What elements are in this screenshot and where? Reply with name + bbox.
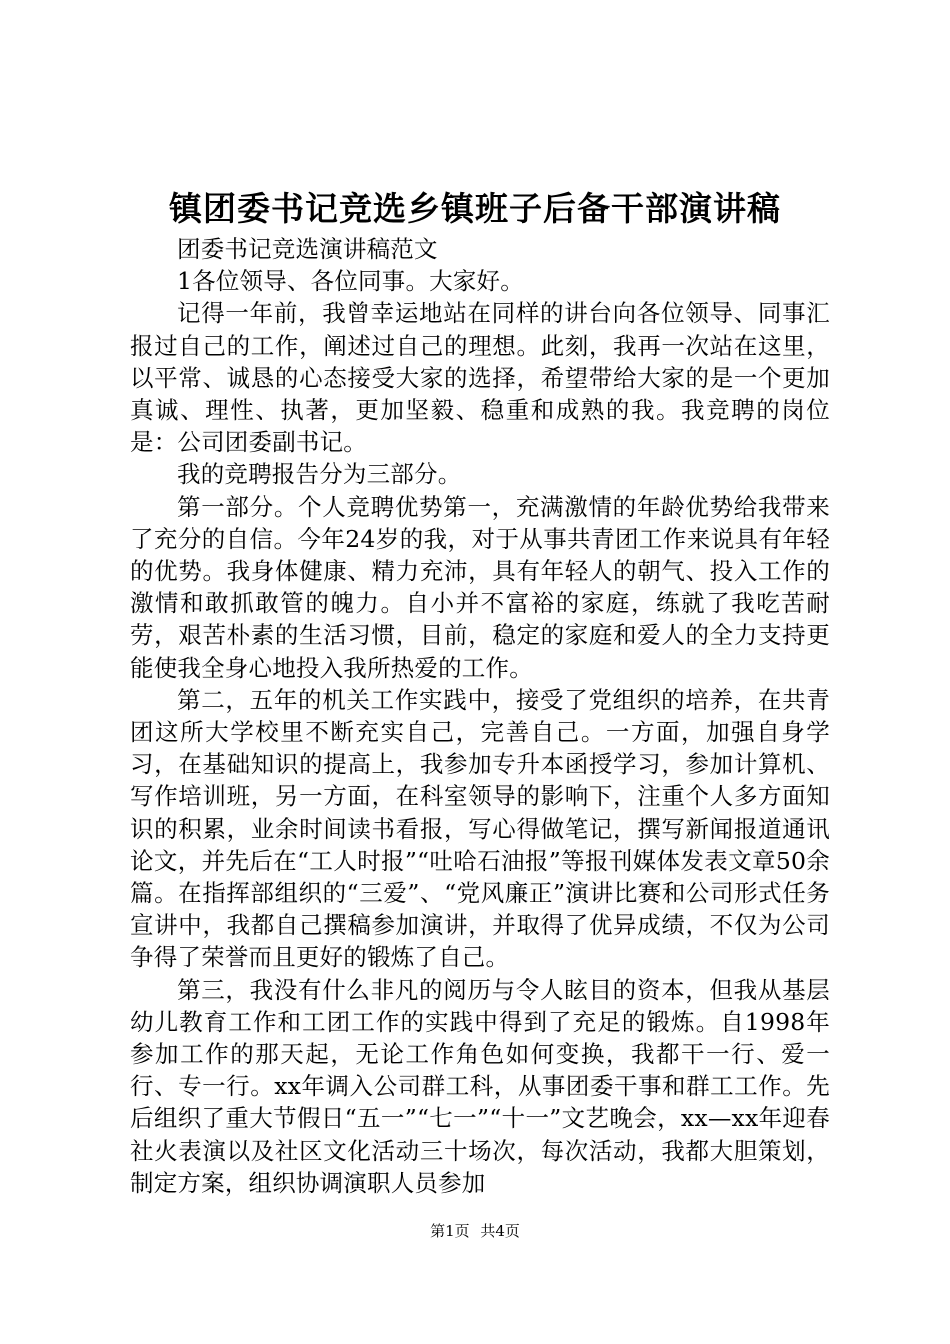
page-number: 第1页 [430,1222,470,1240]
page-footer [0,1220,950,1242]
paragraph-outline: 我的竞聘报告分为三部分。 [177,460,462,489]
document-body [130,233,830,1199]
page-total: 共4页 [480,1222,520,1240]
paragraph-subtitle: 团委书记竞选演讲稿范文 [177,235,438,263]
paragraph-part-one: 第一部分。个人竞聘优势第一，充满激情的年龄优势给我带来了充分的自信。今年24岁的我，对于从事共青团工作来说具有年轻的优势。我身体健康、精力充沛，具有年轻人的朝气、投入工作的激情和敢抓敢管的魄力。自小并不富裕的家庭，练就了我吃苦耐劳，艰苦朴素的生活习惯，目前，稳定的家庭和爱人的全力支持更能使我全身心地投入我所热爱的工作。 [130,492,830,682]
paragraph-intro: 记得一年前，我曾幸运地站在同样的讲台向各位领导、同事汇报过自己的工作，阐述过自己的理想。此刻，我再一次站在这里，以平常、诚恳的心态接受大家的选择，希望带给大家的是一个更加真诚、理性、执著，更加坚毅、稳重和成熟的我。我竞聘的岗位是：公司团委副书记。 [130,299,830,457]
paragraph-part-two: 第二，五年的机关工作实践中，接受了党组织的培养，在共青团这所大学校里不断充实自己，完善自己。一方面，加强自身学习，在基础知识的提高上，我参加专升本函授学习，参加计算机、写作培训班，另一方面，在科室领导的影响下，注重个人多方面知识的积累，业余时间读书看报，写心得做笔记，撰写新闻报道通讯论文，并先后在“工人时报”“吐哈石油报”等报刊媒体发表文章50余篇。在指挥部组织的“三爱”、“党风廉正”演讲比赛和公司形式任务宣讲中，我都自己撰稿参加演讲，并取得了优异成绩，不仅为公司争得了荣誉而且更好的锻炼了自己。 [130,685,830,972]
paragraph-part-three: 第三，我没有什么非凡的阅历与令人眩目的资本，但我从基层幼儿教育工作和工团工作的实践中得到了充足的锻炼。自1998年参加工作的那天起，无论工作角色如何变换，我都干一行、爱一行、专一行。xx年调入公司群工科，从事团委干事和群工工作。先后组织了重大节假日“五一”“七一”“十一”文艺晚会，xx—xx年迎春社火表演以及社区文化活动三十场次，每次活动，我都大胆策划，制定方案，组织协调演职人员参加 [130,975,830,1197]
paragraph-greeting: 1各位领导、各位同事。大家好。 [177,267,524,296]
document-title: 镇团委书记竞选乡镇班子后备干部演讲稿 [169,189,781,228]
